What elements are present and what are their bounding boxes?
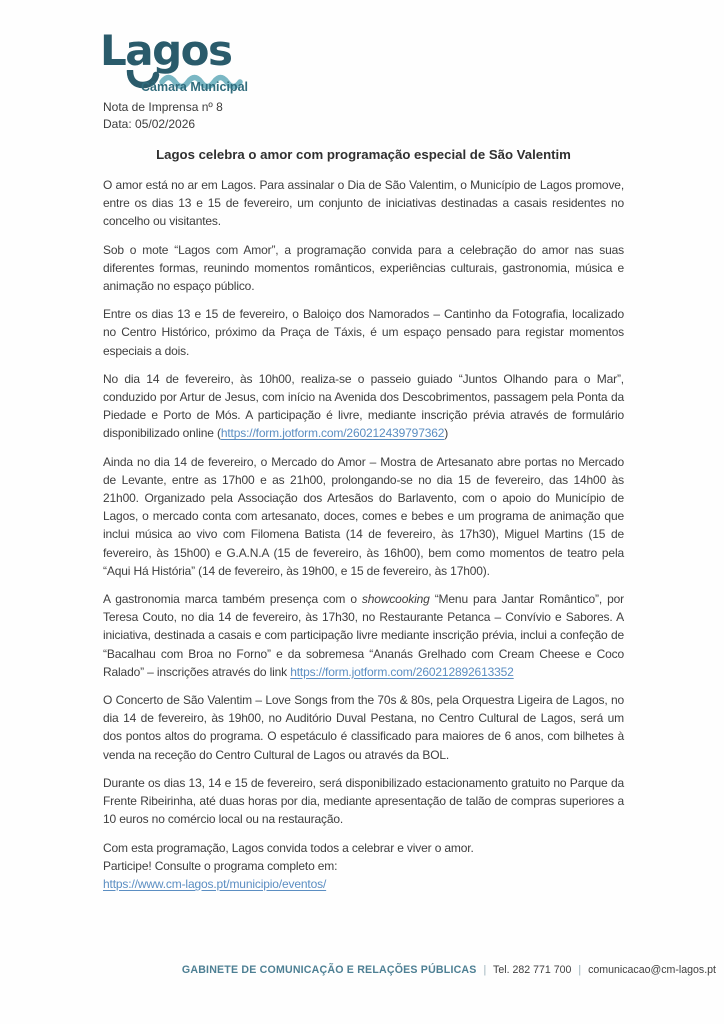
press-note-number: Nota de Imprensa nº 8 [103, 100, 223, 114]
paragraph [103, 176, 624, 231]
text-segment: Sob o mote “Lagos com Amor”, a programação convida para a celebração do amor nas suas diferentes formas, reunindo momentos românticos, experiências culturais, gastronomia, música e animação no espaço público. [103, 242, 624, 294]
paragraph [103, 305, 624, 360]
text-segment: O amor está no ar em Lagos. Para assinalar o Dia de São Valentim, o Município de Lagos promove, entre os dias 13 e 15 de fevereiro, um conjunto de iniciativas destinadas a casais residentes no concelho ou visitantes. [103, 178, 624, 229]
paragraph [103, 590, 624, 681]
text-segment: Com esta programação, Lagos convida todos a celebrar e viver o amor. [103, 840, 474, 855]
text-segment: “Menu para Jantar Romântico”, por Teresa Couto, no dia 14 de fevereiro, às 17h30, no Restaurante Petanca – Convívio e Sabores. A iniciativa, destinada a casais e com participação livre mediante inscrição prévia, inclui a confeção de “Bacalhau com Broa no Forno” e da sobremesa “Ananás Grelhado com Cream Cheese e Coco Ralado” – inscrições através do link [103, 592, 625, 679]
logo-subtitle: Câmara Municipal [141, 80, 248, 94]
text-segment: ) [444, 426, 449, 441]
document-footer [182, 964, 716, 976]
text-segment: Participe! Consulte o programa completo em: [103, 858, 338, 873]
text-segment: Entre os dias 13 e 15 de fevereiro, o Baloiço dos Namorados – Cantinho da Fotografia, localizado no Centro Histórico, próximo da Praça de Táxis, é um espaço pensado para registar momentos especiais a dois. [103, 307, 624, 358]
document-paragraphs [103, 176, 624, 903]
press-note-date: Data: 05/02/2026 [103, 117, 196, 131]
hyperlink[interactable]: https://form.jotform.com/260212439797362 [220, 426, 445, 441]
paragraph [103, 241, 624, 296]
hyperlink[interactable]: https://form.jotform.com/260212892613352 [290, 664, 514, 679]
paragraph [103, 453, 624, 580]
paragraph [103, 774, 624, 829]
paragraph [103, 370, 624, 443]
footer-separator: | [578, 964, 582, 976]
text-segment: No dia 14 de fevereiro, às 10h00, realiza-se o passeio guiado “Juntos Olhando para o Mar”, conduzido por Artur de Jesus, com início na Avenida dos Descobrimentos, passagem pela Ponta da Piedade e Porto de Mós. A participação é livre, mediante inscrição prévia através de formulário disponibilizado online ( [103, 371, 624, 441]
document-title: Lagos celebra o amor com programação especial de São Valentim [156, 147, 571, 162]
text-segment: O Concerto de São Valentim – Love Songs from the 70s & 80s, pela Orquestra Ligeira de Lagos, no dia 14 de fevereiro, às 19h00, no Auditório Duval Pestana, no Centro Cultural de Lagos, será um dos pontos altos do programa. O espetáculo é classificado para maiores de 6 anos, com bilhetes à venda na receção do Centro Cultural de Lagos ou através da BOL. [103, 693, 624, 762]
footer-separator: | [483, 964, 487, 976]
text-segment: Durante os dias 13, 14 e 15 de fevereiro, será disponibilizado estacionamento gratuito no Parque da Frente Ribeirinha, até duas horas por dia, mediante apresentação de talão de compras superiores a 10 euros no comércio local ou na restauração. [103, 775, 624, 827]
footer-phone: Tel. 282 771 700 [493, 964, 572, 976]
paragraph [103, 691, 624, 764]
text-segment: showcooking [361, 592, 430, 607]
footer-email: comunicacao@cm-lagos.pt [588, 964, 716, 976]
municipality-logo [100, 26, 250, 94]
footer-department: GABINETE DE COMUNICAÇÃO E RELAÇÕES PÚBLICAS [181, 964, 477, 976]
paragraph [103, 839, 624, 894]
text-segment: A gastronomia marca também presença com o [103, 592, 362, 607]
hyperlink[interactable]: https://www.cm-lagos.pt/municipio/eventos/ [103, 876, 327, 891]
logo-wordmark: Lagos [100, 26, 232, 75]
text-segment: Ainda no dia 14 de fevereiro, o Mercado do Amor – Mostra de Artesanato abre portas no Mercado de Levante, entre as 17h00 e as 21h00, prolongando-se no dia 15 de fevereiro, das 14h00 às 21h00. Organizado pela Associação dos Artesãos do Barlavento, com o apoio do Município de Lagos, o mercado conta com artesanato, doces, comes e bebes e um programa de animação que inclui música ao vivo com Filomena Batista (14 de fevereiro, às 17h30), Miguel Martins (15 de fevereiro, às 15h00) e G.A.N.A (15 de fevereiro, às 16h00), bem como momentos de teatro pela “Aqui Há História” (14 de fevereiro, às 19h00, e 15 de fevereiro, às 17h00). [103, 454, 624, 578]
press-note-meta [103, 99, 223, 133]
